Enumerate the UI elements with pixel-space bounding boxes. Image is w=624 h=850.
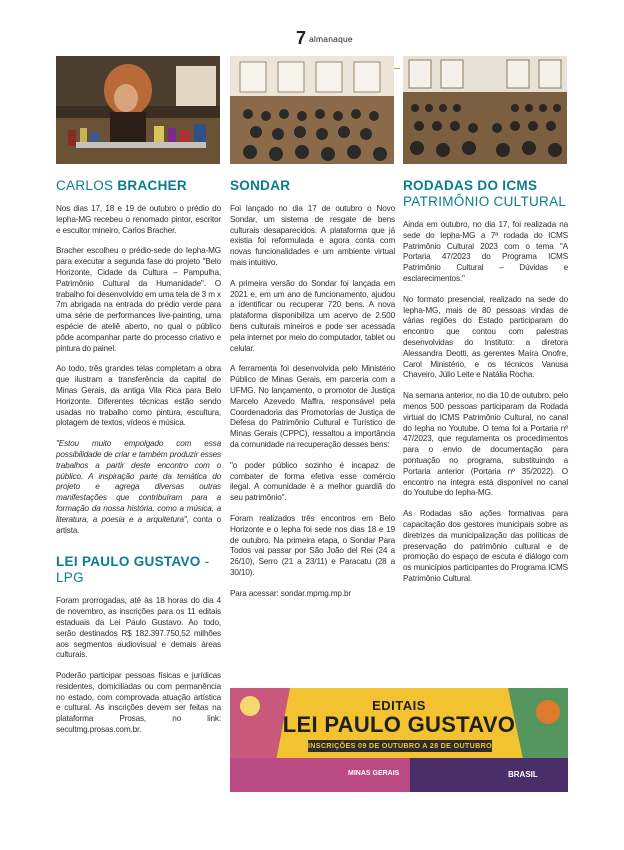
paragraph: Na semana anterior, no dia 10 de outubro, pelo menos 500 pessoas participaram da Rodada virtual do ICMS Patrimônio Cultural, no canal do Iepha no Youtube. O tema foi a Portaria nº 47/2023, que regulamenta os procedimentos para o envio de documentação para pontuação no programa, substituindo a Portaria anterior (Portaria nº 35/2022). O encontro na íntegra está disponível no canal do Youtube do Iepha-MG. <box>403 391 568 498</box>
banner-dates: INSCRIÇÕES 09 DE OUTUBRO A 28 DE OUTUBRO <box>308 741 492 750</box>
paragraph: Poderão participar pessoas físicas e jurídicas residentes, domiciliadas ou com permanência no estado, com comprovada atuação artística e cultural. As inscrições devem ser feitas na plataforma Prosas, no link: secultmg.prosas.com.br. <box>56 671 221 735</box>
quote-attribution: , conta o artista. <box>56 514 221 535</box>
painter-photo-image <box>56 56 220 164</box>
paragraph: No formato presencial, realizado na sede do Iepha-MG, mais de 80 pessoas vindas de várias regiões do Estado participaram do encontro que contou com palestras desenvolvidas do Instituto: a diretora Alessandra Deotti, as gerentes Maíra Onofre, Carol Ministério, e os técnicos Vanusa Chaveiro, Júlio Leite e Natália Rocha. <box>403 294 568 380</box>
quote-text: "Estou muito empolgado com essa possibilidade de criar e também produzir esses trabalhos a partir deste encontro com o público. A inspiração parte da temática do projeto e agrega diversas outras manifestações que contribuíram para a formação da nossa história, como a música, a literatura, a poesia e a arquitetura" <box>56 439 221 524</box>
paragraph: "o poder público sozinho é incapaz de combater de forma efetiva esse comércio ilegal. A comunidade é a melhor guardiã do seu patrimônio". <box>230 460 395 503</box>
quote-paragraph <box>56 439 221 536</box>
meeting-room-image <box>230 56 394 164</box>
page-number: 7 <box>296 28 307 48</box>
minas-gerais-logo: MINAS GERAIS <box>348 770 400 777</box>
photo-sondar-meeting <box>230 56 394 164</box>
paragraph: Nos dias 17, 18 e 19 de outubro o prédio do Iepha-MG recebeu o renomado pintor, escritor e escultor mineiro, Carlos Bracher. <box>56 204 221 235</box>
column-sondar <box>230 56 395 600</box>
headline-rodadas-icms: RODADAS DO ICMS <box>403 178 538 193</box>
column-carlos-bracher <box>56 56 221 736</box>
paragraph: Ainda em outubro, no dia 17, foi realizada na sede do Iepha-MG a 7ª rodada do ICMS Patrimônio Cultural 2023 com o tema "A Portaria 47/2023 do Programa ICMS Patrimônio Cultural – Dúvidas e esclarecimentos." <box>403 220 568 283</box>
paragraph: Foi lançado no dia 17 de outubro o Novo Sondar, um sistema de resgate de bens culturais desaparecidos. A plataforma que já existia foi reformulada e agora conta com novas funcionalidades e um ambiente virtual mais intuitivo. <box>230 204 395 267</box>
photo-rodadas-meeting <box>403 56 567 164</box>
paragraph: A ferramenta foi desenvolvida pelo Ministério Público de Minas Gerais, em parceria com a UFMG. No lançamento, o promotor de Justiça Marcelo Azevedo Maffra, responsável pela Coordenadoria das Promotorias de Justiça de Defesa do Patrimônio Cultural e Turístico de Minas Gerais (CPPC), ressaltou a importância da comunidade na recuperação desses bens: <box>230 364 395 449</box>
sondar-link: Para acessar: sondar.mpmg.mp.br <box>230 588 351 598</box>
photo-carlos-bracher <box>56 56 220 164</box>
paragraph: Foram prorrogadas, até às 18 horas do dia 4 de novembro, as inscrições para os 11 editais estaduais da Lei Paulo Gustavo. Ao todo, serão destinados R$ 182.397.750,52 milhões aos segmentos audiovisual e demais áreas culturais. <box>56 596 221 660</box>
banner-logos <box>230 758 568 792</box>
section-label: almanaque <box>309 34 353 44</box>
page-header <box>0 22 624 52</box>
subheadline-patrimonio-cultural: PATRIMÔNIO CULTURAL <box>403 194 567 209</box>
banner-editais: EDITAIS <box>372 698 426 713</box>
paragraph: Bracher escolheu o prédio-sede do Iepha-MG para executar a segunda fase do projeto "Belo Horizonte, Cidade da Cultura – Pampulha, Patrimônio Cultural da Humanidade". O trabalho foi desenvolvido em uma tela de 3 m x 7m abrigada na entrada do prédio verde para uma série de performances live-painting, uma espécie de ateliê aberto, no qual o público pôde acompanhar parte do processo criativo e pintura do painel. <box>56 246 221 353</box>
headline-carlos-bracher: CARLOS BRACHER <box>56 178 187 193</box>
paragraph: As Rodadas são ações formativas para capacitação dos gestores municipais sobre as diretrizes da municipalização das políticas de preservação do patrimônio cultural e de promoção do espaço de escuta e diálogo com os municípios participantes do Programa ICMS Patrimônio Cultural. <box>403 509 568 583</box>
paragraph: Foram realizados três encontros em Belo Horizonte e o Iepha foi sede nos dias 18 e 19 de outubro. Na primeira etapa, o Sondar Para Todos vai passar por São João del Rei (24 a 26/10), Serro (21 a 23/11) e Paracatu (28 a 30/10). <box>230 513 395 577</box>
brasil-logo: BRASIL <box>508 770 538 779</box>
headline-lei-paulo-gustavo: LEI PAULO GUSTAVO - LPG <box>56 554 210 586</box>
paragraph: A primeira versão do Sondar foi lançada em 2021 e, em um ano de funcionamento, ajudou a identificar ou recuperar 720 bens. A nova plataforma disponibiliza um acervo de 2.500 bens culturais mineiros e pode ser acessada pela internet por meio do computador, tablet ou celular. <box>230 278 395 353</box>
auditorium-image <box>403 56 567 164</box>
banner-title: LEI PAULO GUSTAVO <box>282 712 516 737</box>
headline-sondar: SONDAR <box>230 178 291 193</box>
column-rodadas-icms <box>403 56 568 585</box>
lpg-editais-banner <box>230 688 568 792</box>
paragraph: Ao todo, três grandes telas completam a obra que ilustram a transferência da capital de Minas Gerais, da antiga Vila Rica para Belo Horizonte. Diferentes técnicas estão sendo usadas no trabalho como pintura, escultura, plotagem de textos, vídeos e música. <box>56 364 221 428</box>
